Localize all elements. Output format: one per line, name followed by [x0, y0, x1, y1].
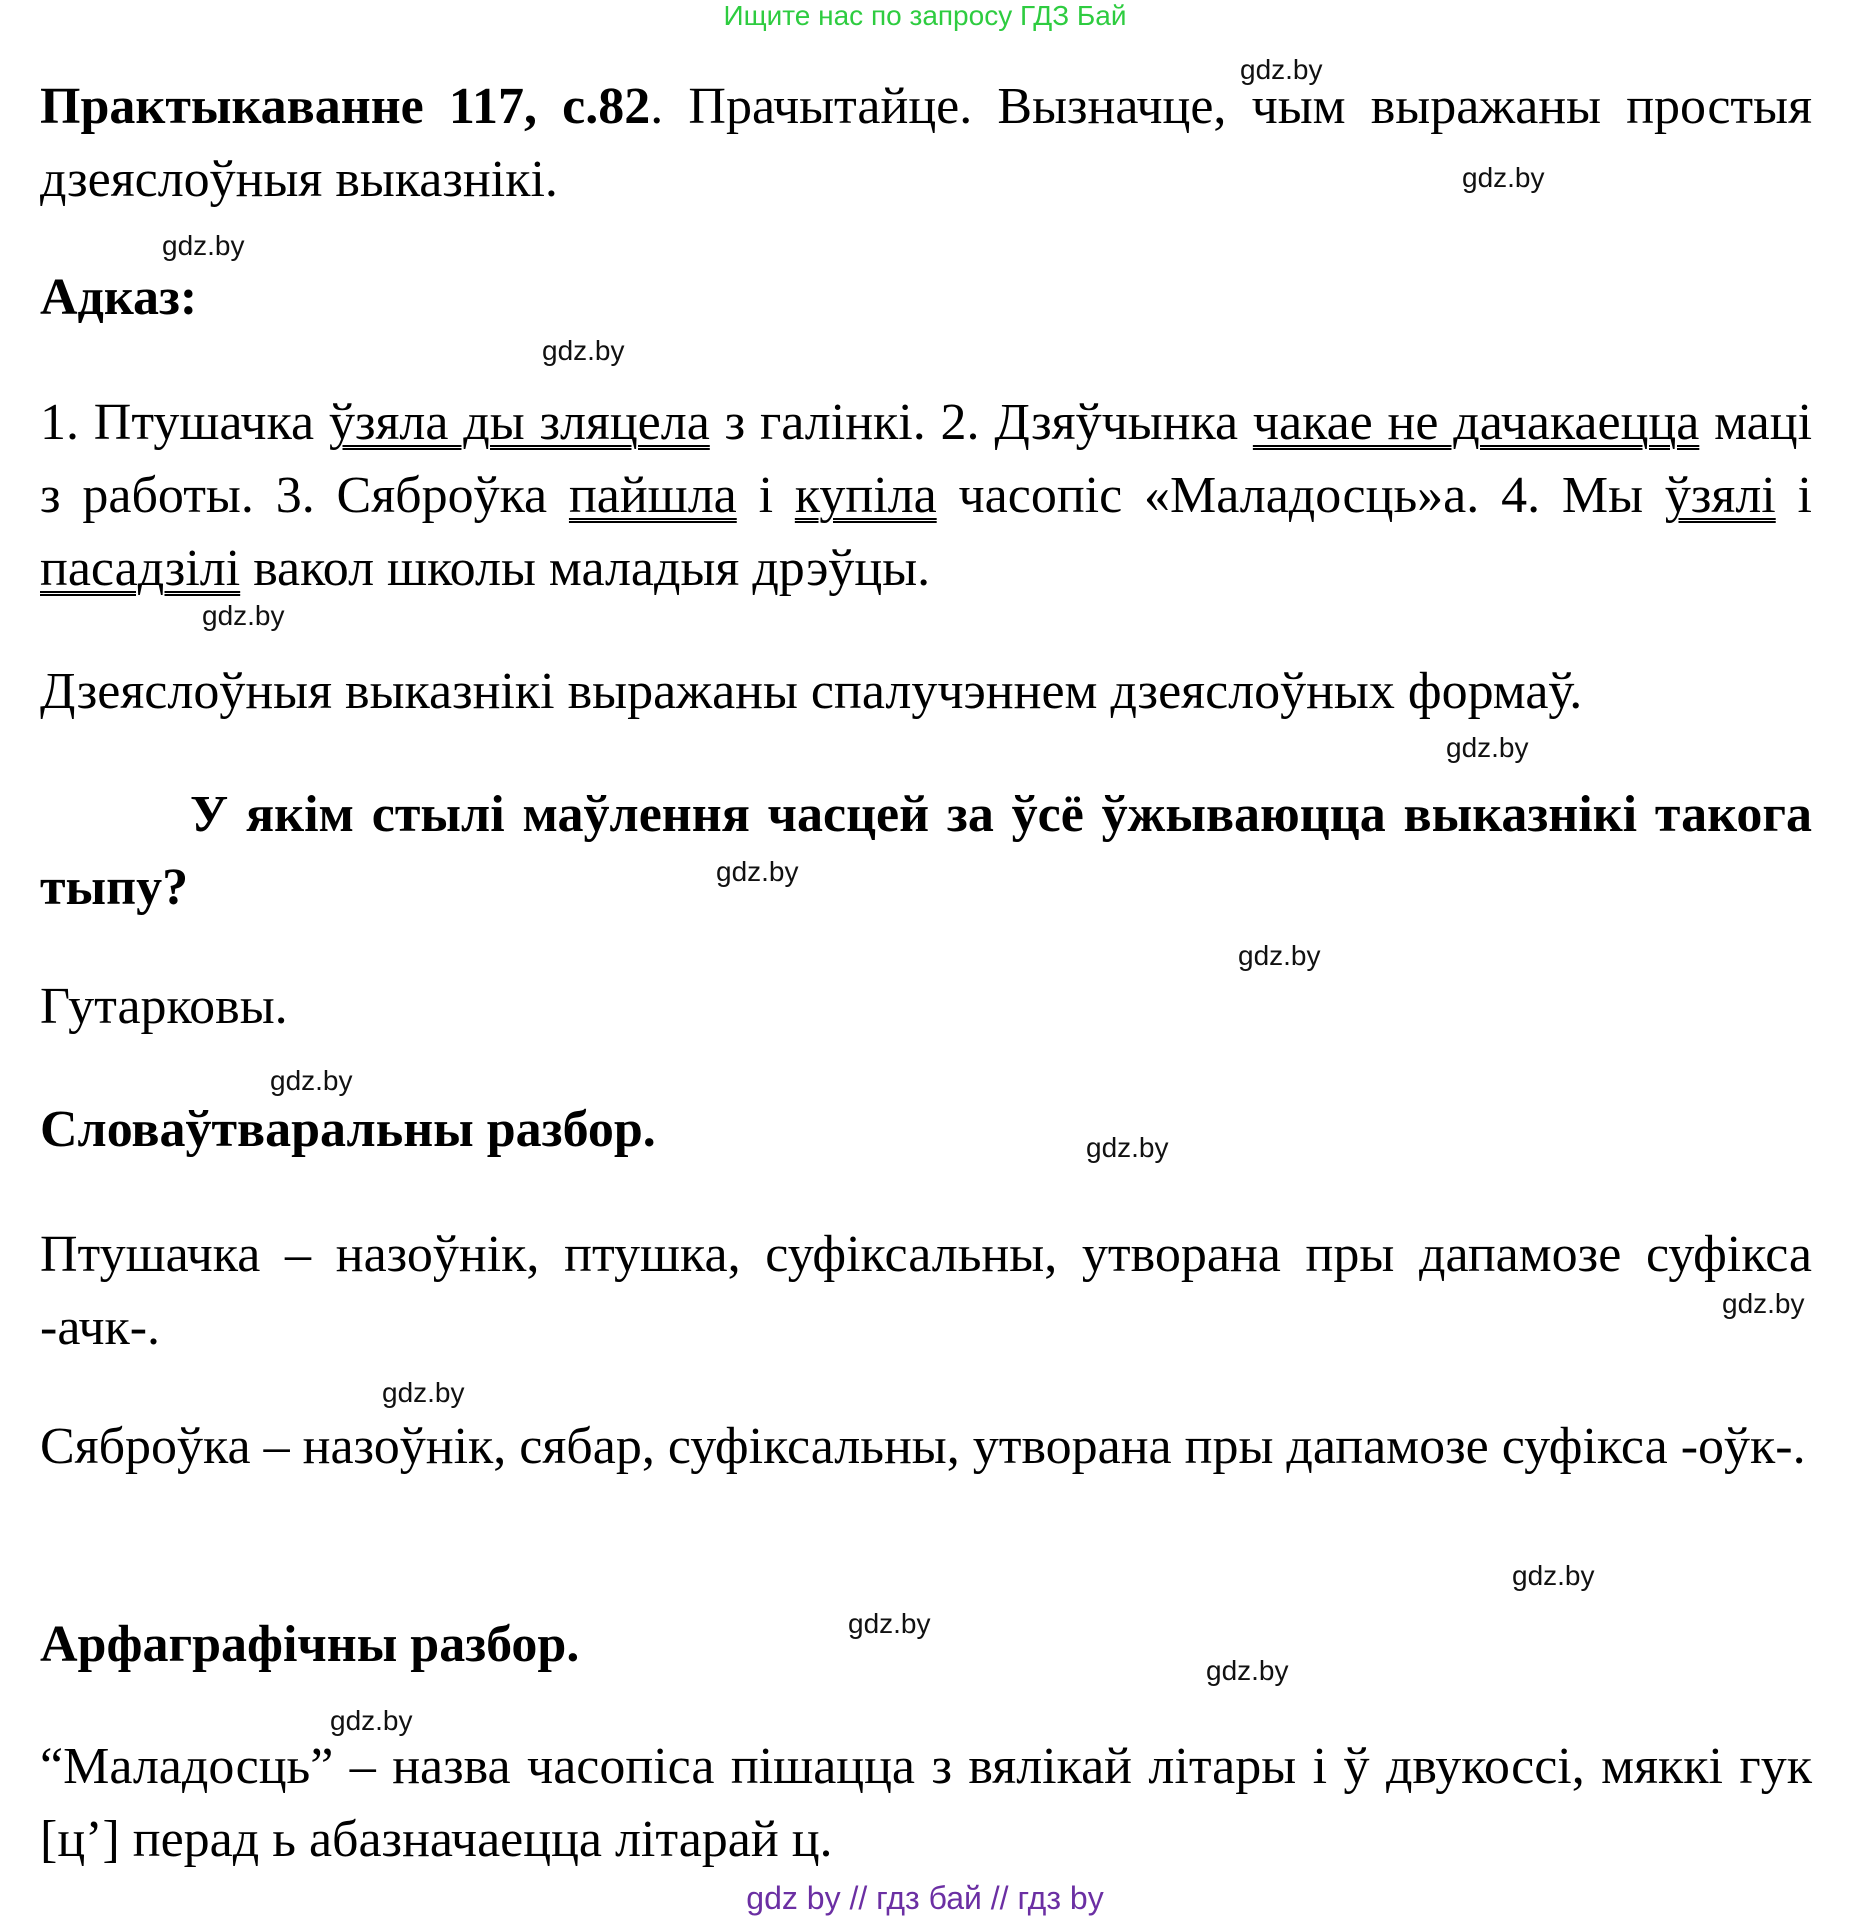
watermark: gdz.by	[202, 600, 285, 631]
predicate: ўзялі	[1664, 467, 1776, 524]
answer-fragment: 1. Птушачка	[40, 394, 329, 451]
answer-fragment: з галінкі. 2. Дзяўчынка	[709, 394, 1253, 451]
predicate: пайшла	[568, 467, 737, 524]
watermark: gdz.by	[542, 335, 625, 366]
question-answer: Гутарковы.	[40, 978, 288, 1035]
watermark: gdz.by	[1462, 162, 1545, 193]
top-banner: Ищите нас по запросу ГДЗ Бай	[723, 0, 1127, 31]
predicate: ўзяла ды зляцела	[328, 394, 710, 451]
conclusion: Дзеяслоўныя выказнікі выражаны спалучэннем дзеяслоўных формаў.	[40, 663, 1583, 720]
question: У якім стылі маўлення часцей за ўсё ўжываюцца выказнікі такога тыпу?	[40, 786, 1812, 916]
watermark: gdz.by	[1206, 1655, 1289, 1686]
predicate: чакае не дачакаецца	[1252, 394, 1700, 451]
watermark: gdz.by	[1446, 732, 1529, 763]
task-text: . Прачытайце. Вызначце, чым выражаны простыя дзеяслоўныя выказнікі.	[40, 78, 1813, 208]
word-analysis-2: Сяброўка – назоўнік, сябар, суфіксальны, утворана пры дапамозе суфікса -оўк-.	[40, 1418, 1806, 1475]
answer-fragment: часопіс «Маладосць»а. 4. Мы	[936, 467, 1665, 524]
task-number: Практыкаванне 117,	[40, 78, 538, 135]
watermark: gdz.by	[1722, 1288, 1805, 1319]
watermark: gdz.by	[848, 1608, 931, 1639]
answer-fragment: маці з работы. 3. Сяброўка	[40, 394, 1813, 524]
task-page: с.82	[562, 78, 651, 135]
spelling-text: “Маладосць” – назва часопіса пішацца з вялікай літары і ў двукоссі, мяккі гук [ц’] перад ь абазначаецца літарай ц.	[40, 1738, 1812, 1868]
watermark: gdz.by	[162, 230, 245, 261]
answer-fragment: вакол школы маладыя дрэўцы.	[240, 540, 931, 597]
task-statement	[40, 70, 1812, 216]
watermark: gdz.by	[1512, 1560, 1595, 1591]
watermark: gdz.by	[1240, 54, 1323, 85]
predicate: пасадзілі	[40, 540, 241, 597]
watermark: gdz.by	[1086, 1132, 1169, 1163]
answer-fragment: і	[736, 467, 795, 524]
watermark: gdz.by	[716, 856, 799, 887]
word-analysis-1: Птушачка – назоўнік, птушка, суфіксальны, утворана пры дапамозе суфікса -ачк-.	[40, 1226, 1812, 1356]
spelling-heading: Арфаграфічны разбор.	[40, 1616, 580, 1673]
watermark: gdz.by	[1238, 940, 1321, 971]
watermark: gdz.by	[270, 1065, 353, 1096]
watermark: gdz.by	[330, 1705, 413, 1736]
answer-fragment: і	[1775, 467, 1812, 524]
predicate: купіла	[794, 467, 937, 524]
answer-heading: Адказ:	[40, 269, 198, 326]
watermark: gdz.by	[382, 1377, 465, 1408]
answer-text	[40, 386, 1812, 605]
word-analysis-heading: Словаўтваральны разбор.	[40, 1101, 656, 1158]
footer-links: gdz by // гдз бай // гдз by	[746, 1880, 1104, 1916]
